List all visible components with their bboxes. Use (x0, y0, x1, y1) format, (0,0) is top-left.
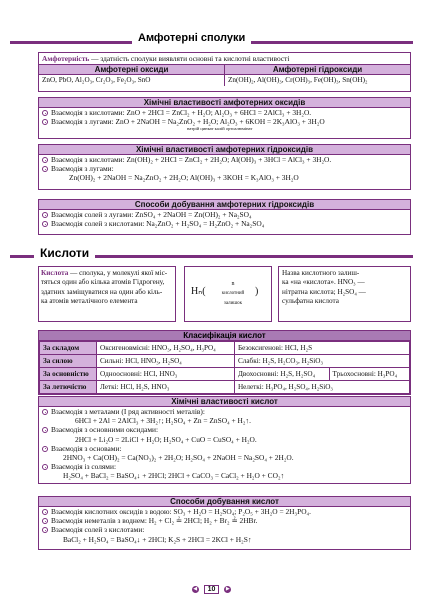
oxide-hydroxide-row (39, 75, 410, 86)
acid-classification-box (38, 330, 411, 395)
amphoteric-definition-box (38, 52, 411, 92)
hydroxides-prep-item: Взаємодія солей з кислотами: Na₂ZnO₂ + H₂SO₄ = H₂ZnO₂ + Na₂SO₄ (39, 219, 410, 228)
bullet-icon (42, 464, 48, 470)
oxide-hydroxide-header (39, 64, 410, 75)
table-cell: Оксигеновмісні: HNO₃, H₂SO₄, H₃PO₄ (97, 342, 235, 355)
list-item (39, 407, 410, 416)
hydroxides-properties-title: Хімічні властивості амфотерних гідроксидів (39, 145, 410, 155)
acid-definition-line: здатних заміщуватися на один або кіль- (41, 287, 163, 296)
classification-table (39, 341, 410, 394)
hydroxides-list: Zn(OH)₂, Al(OH)₃, Cr(OH)₃, Fe(OH)₃, Sn(OH)₂ (228, 76, 368, 84)
list-item (39, 507, 410, 516)
table-row (40, 355, 410, 368)
oxides-prop-item: Взаємодія з лугами: ZnO + 2NaOH = Na₂ZnO₂ + H₂O; Al₂O₃ + 6KOH = 2K₃AlO₃ + 3H₂O (39, 117, 410, 126)
list-item (39, 453, 410, 462)
acid-properties-box (38, 396, 411, 484)
table-cell: Леткі: HCl, H₂S, HNO₃ (97, 381, 235, 394)
bullet-icon (42, 427, 48, 433)
acid-prep-list (39, 507, 410, 544)
bullet-icon (42, 527, 48, 533)
hydroxides-equation: Zn(OH)₂ + 2NaOH = Na₂ZnO₂ + 2H₂O; Al(OH)₃ + 3KOH = K₃AlO₃ + 3H₂O (69, 173, 299, 183)
oxides-prop-item: Взаємодія з кислотами: ZnO + 2HCl = ZnCl₂ + H₂O; Al₂O₃ + 6HCl = 2AlCl₃ + 3H₂O. (39, 108, 410, 117)
page-number: 10 (204, 585, 220, 594)
list-item-text: BaCl₂ + H₂SO₄ = BaSO₄↓ + 2HCl; K₂S + 2HCl = 2KCl + H₂S↑ (63, 534, 252, 544)
hydroxides-prep-box (38, 199, 411, 235)
table-row (40, 381, 410, 394)
list-item-text: H₂SO₄ + BaCl₂ = BaSO₄↓ + 2HCl; 2HCl + CaCO₃ = CaCl₂ + H₂O + CO₂↑ (63, 471, 285, 481)
table-cell: Сильні: HCl, HNO₃, H₂SO₄ (97, 355, 235, 368)
naming-line: нітратна кислота; H₂SO₄ — (282, 287, 366, 296)
naming-line: Назва кислотного залиш- (282, 269, 360, 277)
bullet-icon (42, 166, 48, 172)
col-oxides: Амфотерні оксиди (39, 65, 225, 74)
acid-prep-box (38, 496, 411, 550)
table-cell: Безоксигенові: HCl, H₂S (234, 342, 409, 355)
bullet-icon (42, 119, 48, 125)
definition-term: Амфотерність (42, 54, 90, 63)
list-item-text: Взаємодія неметалів з воднем: H₂ + Cl₂ ≟ 2HCl; H₂ + Br₂ ≟ 2HBr. (51, 516, 258, 526)
acid-properties-list (39, 407, 410, 481)
amphoteric-definition (39, 53, 410, 64)
prev-page-icon[interactable]: ◀ (193, 586, 198, 592)
acid-definition-line: Кислота — сполука, у молекулі якої міс- (41, 269, 168, 277)
bullet-icon (42, 509, 48, 515)
row-label: За летючістю (40, 381, 97, 394)
list-item (39, 525, 410, 534)
page-navigation (0, 585, 423, 594)
table-cell: Трьохосновні: H₃PO₄ (329, 368, 409, 381)
naming-line: ка «на «кислота». HNO₃ — (282, 278, 365, 287)
list-item-text: Взаємодія солей з кислотами: (51, 525, 145, 535)
table-cell: Слабкі: H₂S, H₂CO₃, H₂SiO₃ (234, 355, 409, 368)
bullet-icon (42, 446, 48, 452)
formula-roman: n (231, 281, 235, 287)
formula-top: кислотний (221, 291, 245, 296)
formula-bottom: залишок (223, 301, 243, 306)
list-item (39, 462, 410, 471)
acid-prep-title: Способи добування кислот (39, 497, 410, 507)
table-row (40, 342, 410, 355)
acid-definition-line: ка атомів металічного елемента (41, 297, 138, 306)
list-item (39, 471, 410, 480)
bullet-icon (42, 110, 48, 116)
list-item (39, 425, 410, 434)
list-item-text: Взаємодія із солями: (51, 462, 116, 472)
list-item (39, 516, 410, 525)
formula-fraction (213, 279, 253, 309)
section-title-amphoteric: Амфотерні сполуки (132, 32, 251, 44)
formula-close: ) (255, 286, 259, 297)
list-item (39, 416, 410, 425)
bullet-icon (42, 409, 48, 415)
bullet-icon (42, 212, 48, 218)
table-row (40, 368, 410, 381)
list-item-text: 2HCl + Li₂O = 2LiCl + H₂O; H₂SO₄ + CuO = CuSO₄ + H₂O. (75, 434, 257, 444)
hydroxides-prop-item: Взаємодія з кислотами: Zn(OH)₂ + 2HCl = ZnCl₂ + 2H₂O; Al(OH)₃ + 3HCl = AlCl₃ + 3H₂O. (39, 155, 410, 164)
next-page-icon[interactable]: ▶ (225, 586, 230, 592)
list-item-text: 6HCl + 2Al = 2AlCl₃ + 3H₂↑; H₂SO₄ + Zn = ZnSO₄ + H₂↑. (75, 416, 251, 426)
oxides-properties-title: Хімічні властивості амфотерних оксидів (39, 98, 410, 108)
section-title-acids: Кислоти (34, 246, 95, 260)
list-item (39, 435, 410, 444)
list-item-text: Взаємодія кислотних оксидів з водою: SO₃ + H₂O = H₂SO₄; P₂O₅ + 3H₂O = 2H₃PO₄. (51, 507, 311, 516)
hydroxides-prep-item: Взаємодія солей з лугами: ZnSO₄ + 2NaOH = Zn(OH)₂ + Na₂SO₄ (39, 210, 410, 219)
table-cell: Одноосновні: HCl, HNO₃ (97, 368, 235, 381)
oxides-list: ZnO, PbO, Al₂O₃, Cr₂O₃, Fe₂O₃, SnO (39, 75, 225, 86)
formula-main: Hₙ( (191, 286, 206, 297)
bullet-icon (42, 221, 48, 227)
oxides-note: натрій цинкат калій ортоалюмінат (187, 126, 253, 132)
table-cell: Нелеткі: H₃PO₄, H₂SO₄, H₂SiO₃ (234, 381, 409, 394)
list-item-text: Взаємодія з основними оксидами: (51, 425, 159, 435)
acid-term: Кислота (41, 269, 69, 277)
list-item (39, 535, 410, 544)
naming-line: сульфатна кислота (282, 297, 339, 306)
hydroxides-properties-box (38, 144, 411, 190)
acid-definition-box (38, 266, 176, 322)
classification-title: Класифікація кислот (39, 331, 410, 341)
table-cell: Двохосновні: H₂S, H₂SO₄ (234, 368, 329, 381)
acid-properties-title: Хімічні властивості кислот (39, 397, 410, 407)
bullet-icon (42, 518, 48, 524)
row-label: За складом (40, 342, 97, 355)
list-item (39, 444, 410, 453)
acid-definition-line: тяться один або кілька атомів Гідрогену, (41, 278, 165, 287)
bullet-icon (42, 157, 48, 163)
col-hydroxides: Амфотерні гідроксиди (272, 65, 363, 74)
oxides-properties-box (38, 97, 411, 139)
hydroxides-prop-item: Взаємодія з лугами: (39, 164, 410, 173)
definition-text: — здатність сполуки виявляти основні та кислотні властивості (89, 54, 290, 63)
row-label: За основністю (40, 368, 97, 381)
hydroxides-prep-title: Способи добування амфотерних гідроксидів (39, 200, 410, 210)
acid-formula-box (184, 266, 272, 322)
row-label: За силою (40, 355, 97, 368)
acid-naming-box (278, 266, 411, 322)
list-item-text: 2HNO₃ + Ca(OH)₂ = Ca(NO₃)₂ + 2H₂O; H₂SO₄ + 2NaOH = Na₂SO₄ + 2H₂O. (63, 453, 294, 463)
list-item-text: Взаємодія з металами (І ряд активності металів): (51, 407, 205, 416)
list-item-text: Взаємодія з основами: (51, 443, 122, 453)
